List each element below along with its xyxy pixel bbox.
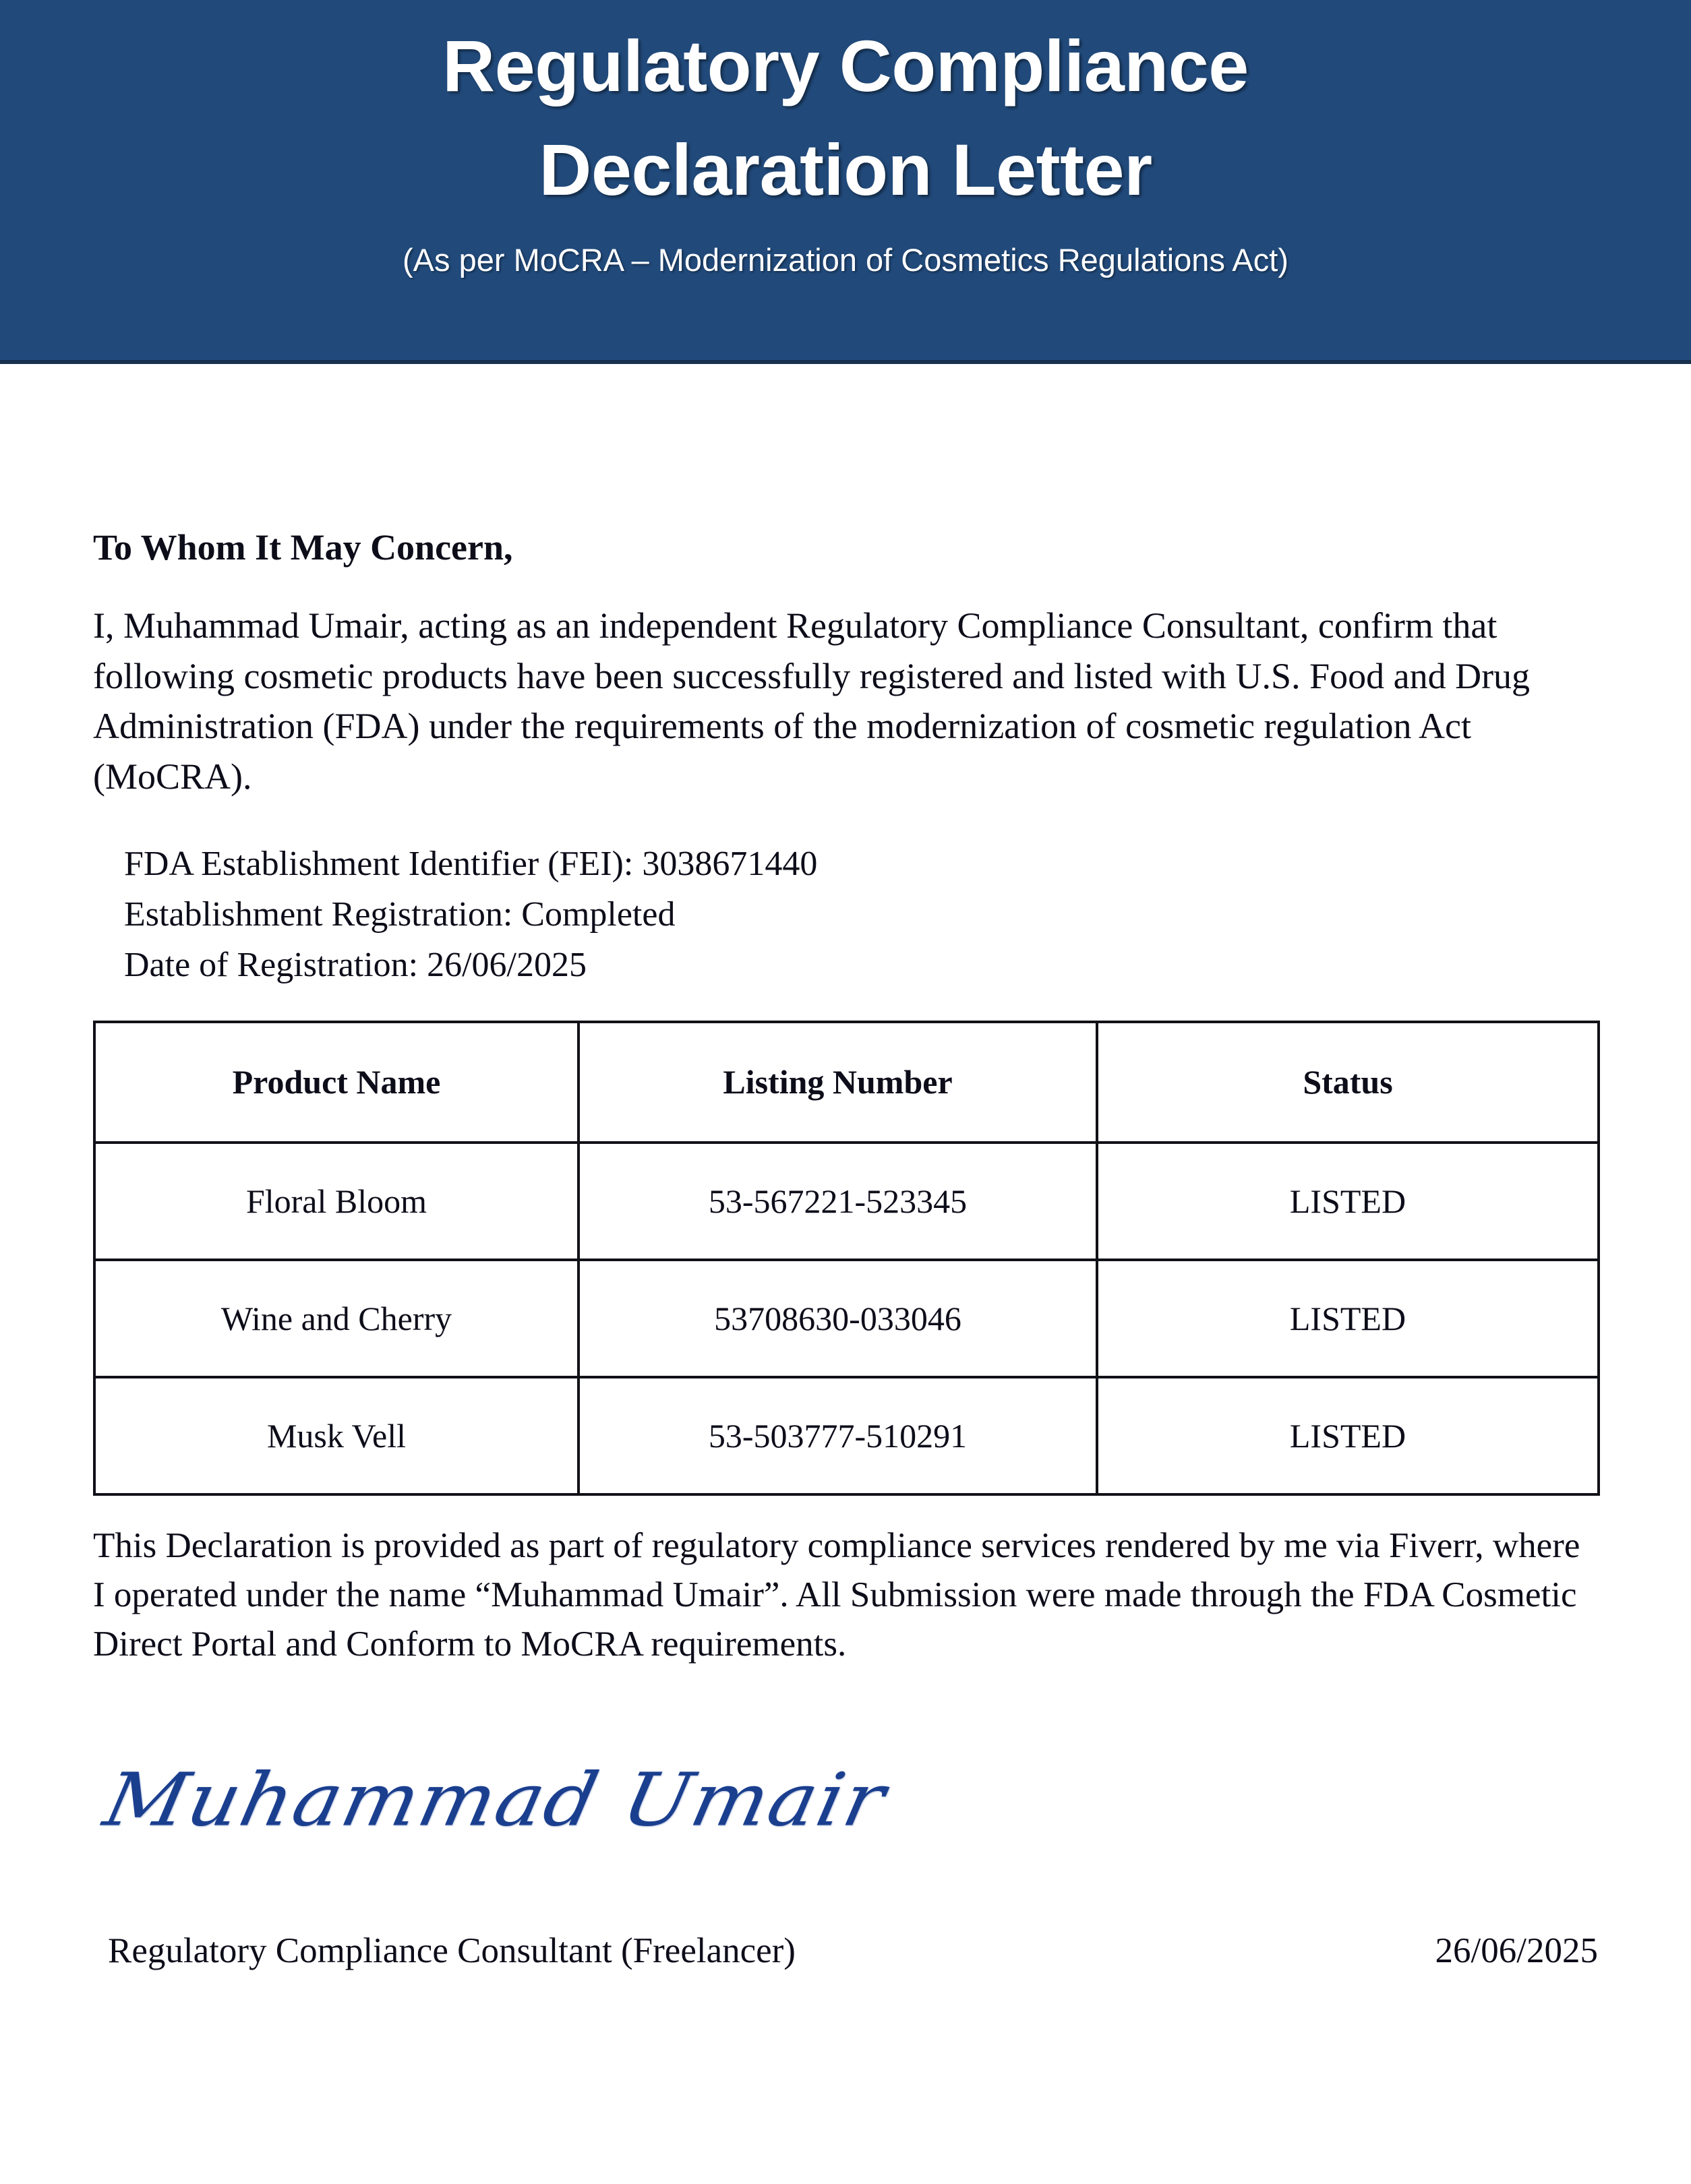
page-title	[0, 25, 1691, 210]
registration-detail-status: Establishment Registration: Completed	[124, 894, 676, 934]
products-table-body	[94, 1143, 1599, 1494]
document-body	[0, 364, 1691, 1969]
signature-date: 26/06/2025	[1435, 1931, 1598, 1971]
page-title-line-2: Declaration Letter	[539, 129, 1152, 210]
cell-listing-number: 53-503777-510291	[578, 1377, 1097, 1494]
handwritten-signature: Muhammad Umair	[97, 1757, 894, 1843]
products-table	[93, 1021, 1600, 1496]
cell-listing-number: 53708630-033046	[578, 1260, 1097, 1377]
intro-paragraph: I, Muhammad Umair, acting as an independent Regulatory Compliance Consultant, confirm that following cosmetic products have been successfully registered and listed with U.S. Food and Drug Administration (FDA) under the requirements of the modernization of cosmetic regulation Act (MoCRA).	[93, 605, 1531, 797]
cell-status: LISTED	[1097, 1143, 1599, 1260]
table-row	[94, 1260, 1599, 1377]
registration-detail-fei: FDA Establishment Identifier (FEI): 3038671440	[124, 845, 818, 884]
table-row	[94, 1377, 1599, 1494]
table-header-row	[94, 1022, 1599, 1143]
cell-status: LISTED	[1097, 1260, 1599, 1377]
registration-details	[124, 839, 1598, 991]
closing-paragraph: This Declaration is provided as part of regulatory compliance services rendered by me via Fiverr, where I operated under the name “Muhammad Umair”. All Submission were made through the FDA Cosmetic Direct Portal and Conform to MoCRA requirements.	[93, 1525, 1580, 1664]
cell-product-name: Musk Vell	[94, 1377, 578, 1494]
signature-footer-row	[93, 1933, 1598, 1969]
products-table-head	[94, 1022, 1599, 1143]
column-header-product-name: Product Name	[94, 1022, 578, 1143]
signatory-role: Regulatory Compliance Consultant (Freelancer)	[108, 1931, 796, 1971]
document-header-banner	[0, 0, 1691, 364]
page-subtitle: (As per MoCRA – Modernization of Cosmetics Regulations Act)	[403, 242, 1288, 278]
registration-detail-date: Date of Registration: 26/06/2025	[124, 945, 587, 984]
page-title-line-1: Regulatory Compliance	[442, 25, 1249, 107]
signature-block	[93, 1757, 1598, 1932]
cell-product-name: Floral Bloom	[94, 1143, 578, 1260]
cell-listing-number: 53-567221-523345	[578, 1143, 1097, 1260]
content-column	[93, 529, 1598, 1969]
column-header-status: Status	[1097, 1022, 1599, 1143]
column-header-listing-number: Listing Number	[578, 1022, 1097, 1143]
table-row	[94, 1143, 1599, 1260]
cell-product-name: Wine and Cherry	[94, 1260, 578, 1377]
cell-status: LISTED	[1097, 1377, 1599, 1494]
salutation: To Whom It May Concern,	[93, 527, 513, 568]
